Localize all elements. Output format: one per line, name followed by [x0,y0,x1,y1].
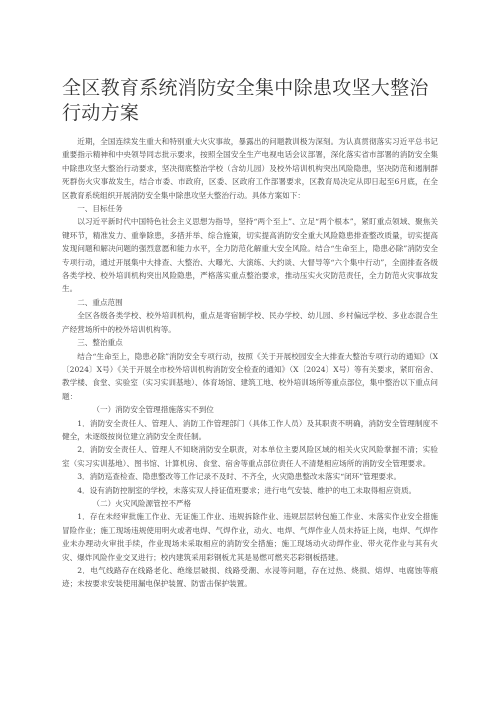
document-title: 全区教育系统消防安全集中除患攻坚大整治行动方案 [62,77,429,124]
section-heading-goals: 一、目标任务 [77,204,123,214]
list-item: 4．设有消防控制室的学校，未落实双人持证值班要求；进行电气安装、维护的电工未取得相应资质。 [77,485,417,495]
subsection-heading-risk-control: （二）火灾风险源管控不严格 [92,498,192,508]
body-paragraph: 结合“生命至上，隐患必除”消防安全专项行动，按照《关于开展校园安全大排查大整治专项行动的通知》（X〔2024〕X号）《关于开展全市校外培训机构消防安全检查的通知》（X〔2024〕X号）等有关要求，紧盯宿舍、教学楼、食堂、实验室（实习实训基地）、体育场馆、建筑工地、校外培训场所等重点部位，集中整治以下重点问题： [62,351,438,401]
list-item: 1．存在未经审批施工作业、无证施工作业、违规拆除作业、违规层层转包施工作业、未落实作业安全措施冒险作业；施工现场违规使用明火或者电焊、气焊作业，动火、电焊、气焊作业人员未持证上岗，电焊、气焊作业未办理动火审批手续，作业现场未采取相应的消防安全措施；施工现场动火动焊作业、带火花作业与其有火灾、爆炸风险作业交叉进行；校内建筑采用彩钢板尤其是易燃可燃夹芯彩钢板搭建。 [62,512,438,562]
body-paragraph: 全区各级各类学校、校外培训机构，重点是寄宿制学校、民办学校、幼儿园、乡村偏远学校、多业态混合生产经营场所中的校外培训机构等。 [62,311,438,334]
intro-paragraph: 近期，全国连续发生重大和特别重大火灾事故，暴露出的问题教训极为深刻。为认真贯彻落实习近平总书记重要指示精神和中央领导同志批示要求，按照全国安全生产电视电话会议部署，深化落实省市部署的消防安全集中除患攻坚大整治行动要求，坚决彻底整治学校（含幼儿园）及校外培训机构突出风险隐患，坚决防范和遏制群死群伤火灾事故发生，结合市委、市政府，区委、区政府工作部署要求，区教育局决定从即日起至6月底，在全区教育系统组织开展消防安全集中除患攻坚大整治行动。具体方案如下： [62,137,438,200]
list-item: 1．消防安全责任人、管理人、消防工作管理部门（具体工作人员）及其职责不明确，消防安全管理制度不健全，未逐级按岗位建立消防安全责任制。 [62,418,438,441]
section-heading-focus: 三、整治重点 [77,338,123,348]
list-item: 3．消防巡查检查、隐患整改等工作记录不及时、不齐全，火灾隐患整改未落实“闭环”管理要求。 [77,472,402,482]
body-paragraph: 以习近平新时代中国特色社会主义思想为指导，坚持“两个至上”、立足“两个根本”，紧盯重点领域、聚焦关键环节，精准发力、重拳除患，多措并举、综合施策，切实提高消防安全重大风险隐患排查整改质量，切实提高发现问题和解决问题的强烈意愿和能力水平，全力防范化解重大安全风险。结合“生命至上，隐患必除”消防安全专项行动，通过开展集中大排查、大整治、大曝光、大演练、大约谈、大督导等“六个集中行动”，全面排查各级各类学校、校外培训机构突出风险隐患，严格落实重点整治要求，推动压实火灾防范责任，全力防范火灾事故发生。 [62,217,438,294]
document-body [62,135,438,591]
section-heading-scope: 二、重点范围 [77,297,123,307]
list-item: 2．电气线路存在线路老化、绝缘层破损、线路受潮、水浸等问题，存在过热、烧损、熔焊、电腐蚀等痕迹；未按要求安装使用漏电保护装置、防雷击保护装置。 [62,566,438,589]
list-item: 2．消防安全责任人、管理人不知晓消防安全职责，对本单位主要风险区域的相关火灾风险掌握不清；实验室（实习实训基地）、图书馆、计算机房、食堂、宿舍等重点部位责任人不清楚相应场所的消防安全管理要求。 [62,445,438,468]
subsection-heading-management: （一）消防安全管理措施落实不到位 [92,405,214,415]
